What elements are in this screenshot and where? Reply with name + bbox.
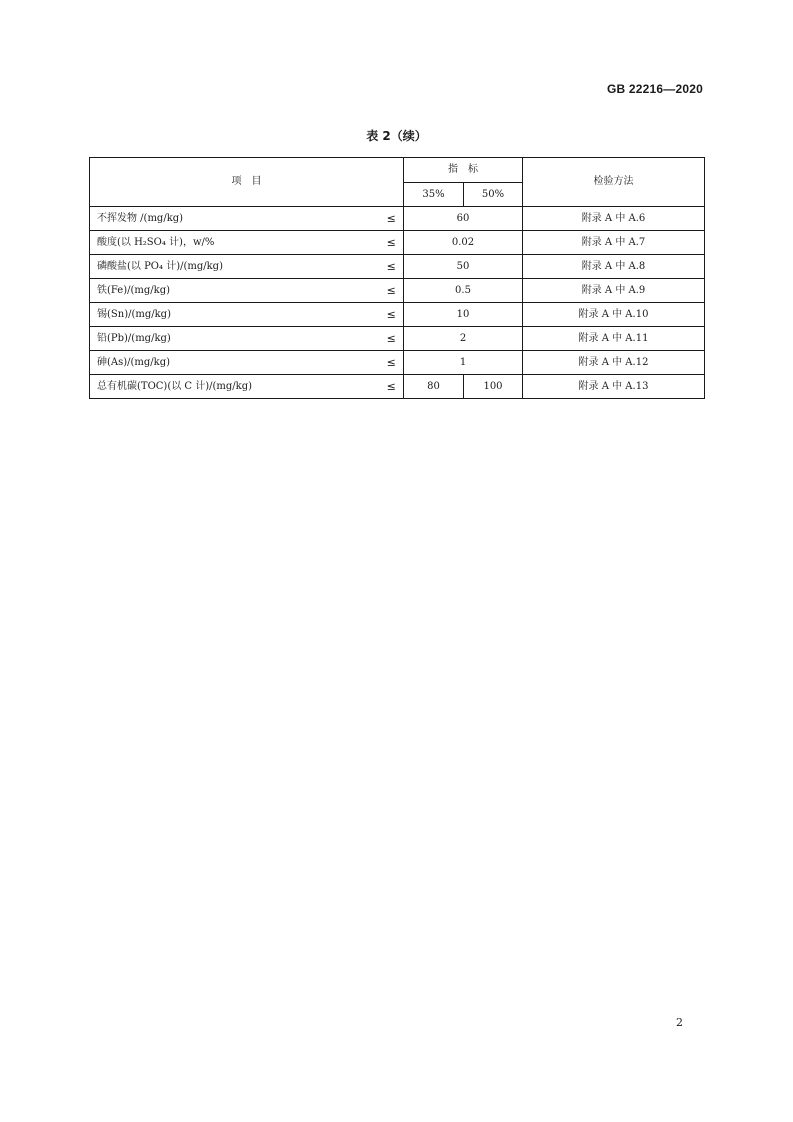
table-row (90, 231, 705, 255)
le-symbol: ≤ (380, 327, 404, 351)
specification-table (89, 157, 705, 399)
row-value-35: 80 (404, 375, 464, 399)
header-indicator: 指 标 (404, 158, 523, 183)
row-method: 附录 A 中 A.6 (523, 207, 705, 231)
table-row (90, 255, 705, 279)
header-method: 检验方法 (523, 158, 705, 207)
row-value: 2 (404, 327, 523, 351)
le-symbol: ≤ (380, 207, 404, 231)
le-symbol: ≤ (380, 351, 404, 375)
table-row (90, 279, 705, 303)
table-row (90, 327, 705, 351)
row-item: 磷酸盐(以 PO₄ 计)/(mg/kg) (90, 255, 380, 279)
row-value: 50 (404, 255, 523, 279)
row-method: 附录 A 中 A.7 (523, 231, 705, 255)
row-item: 铅(Pb)/(mg/kg) (90, 327, 380, 351)
row-item: 铁(Fe)/(mg/kg) (90, 279, 380, 303)
table-row (90, 351, 705, 375)
header-item: 项 目 (90, 158, 404, 207)
row-method: 附录 A 中 A.11 (523, 327, 705, 351)
le-symbol: ≤ (380, 279, 404, 303)
table-row (90, 207, 705, 231)
row-value: 1 (404, 351, 523, 375)
row-item: 锡(Sn)/(mg/kg) (90, 303, 380, 327)
page-number: 2 (676, 1016, 683, 1029)
le-symbol: ≤ (380, 231, 404, 255)
le-symbol: ≤ (380, 375, 404, 399)
row-item: 酸度(以 H₂SO₄ 计)，w/% (90, 231, 380, 255)
row-value: 60 (404, 207, 523, 231)
row-value: 0.02 (404, 231, 523, 255)
row-method: 附录 A 中 A.10 (523, 303, 705, 327)
le-symbol: ≤ (380, 255, 404, 279)
header-conc-50: 50% (464, 183, 523, 207)
header-conc-35: 35% (404, 183, 464, 207)
row-method: 附录 A 中 A.13 (523, 375, 705, 399)
row-method: 附录 A 中 A.8 (523, 255, 705, 279)
row-item: 不挥发物 /(mg/kg) (90, 207, 380, 231)
row-value: 10 (404, 303, 523, 327)
row-item: 砷(As)/(mg/kg) (90, 351, 380, 375)
le-symbol: ≤ (380, 303, 404, 327)
row-value-50: 100 (464, 375, 523, 399)
row-value: 0.5 (404, 279, 523, 303)
row-method: 附录 A 中 A.12 (523, 351, 705, 375)
row-item: 总有机碳(TOC)(以 C 计)/(mg/kg) (90, 375, 380, 399)
standard-code: GB 22216—2020 (607, 82, 703, 96)
row-method: 附录 A 中 A.9 (523, 279, 705, 303)
table-row (90, 375, 705, 399)
table-row (90, 303, 705, 327)
table-title: 表 2（续） (366, 129, 427, 143)
